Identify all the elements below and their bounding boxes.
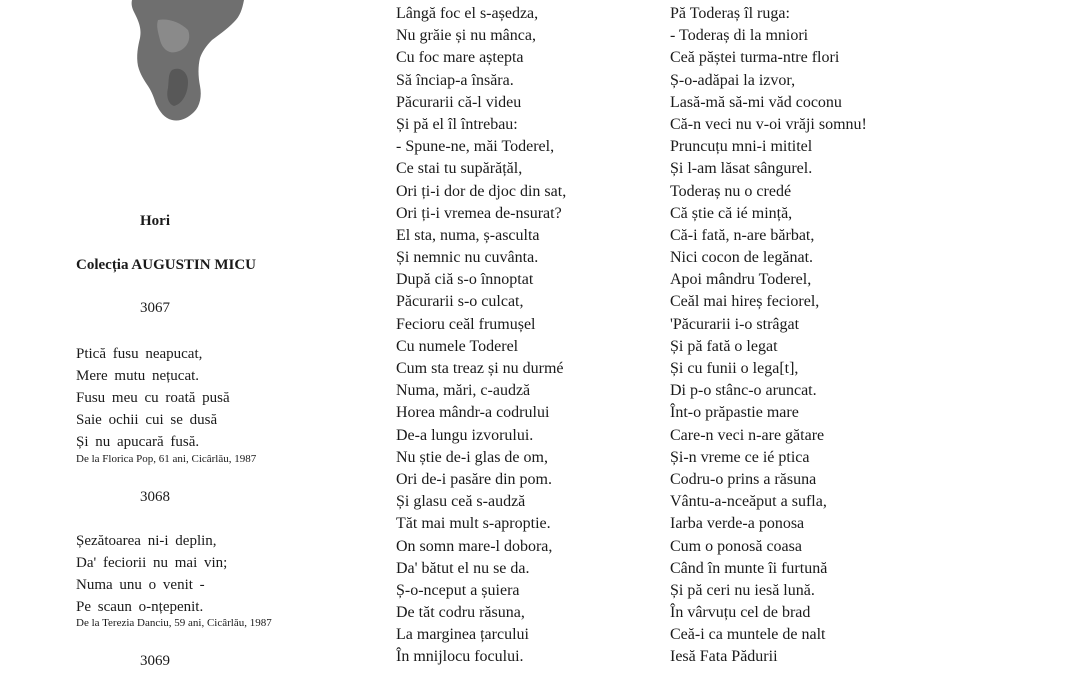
poem-line: Ce stai tu supărățăl, <box>396 160 523 178</box>
poem-line: De-a lungu izvorului. <box>396 426 534 444</box>
poem-line: Iesă Fata Pădurii <box>670 648 778 666</box>
poem-line: Pă Toderaș îl ruga: <box>670 5 790 22</box>
section-title: Hori <box>140 213 170 229</box>
poem-line: Apoi mândru Toderel, <box>670 271 812 289</box>
poem-line: Și l-am lăsat sângurel. <box>670 160 813 178</box>
poem-line: Da' bătut el nu se da. <box>396 559 530 577</box>
collection-title: Colecția AUGUSTIN MICU <box>76 257 256 273</box>
poem-line: Ș-o-nceput a șuiera <box>396 581 520 599</box>
poem-line: Ori de-i pasăre din pom. <box>396 470 552 488</box>
poem-line: În mnijlocu focului. <box>396 648 524 666</box>
poem-line: Ceă-i ca muntele de nalt <box>670 626 826 644</box>
poem-line: Păcurarii că-l videu <box>396 93 522 111</box>
poem-line: Iarba verde-a ponosa <box>670 515 805 533</box>
poem-line: Ptică fusu neapucat, <box>76 346 203 362</box>
poem-line: Tăt mai mult s-aproptie. <box>396 515 551 533</box>
poem-line: Ori ți-i vremea de-nsurat? <box>396 204 562 222</box>
poem-line: Că știe că ié mință, <box>670 204 793 222</box>
right-poem-column <box>670 3 867 669</box>
poem-line: Da' feciorii nu mai vin; <box>76 555 228 571</box>
poem-number-3068: 3068 <box>140 489 170 505</box>
poem-line: Că-n veci nu v-oi vrăji somnu! <box>670 115 867 133</box>
poem-source-3068: De la Terezia Danciu, 59 ani, Cicârlău, 1987 <box>76 617 272 629</box>
poem-line: Cu foc mare aștepta <box>396 49 524 67</box>
poem-line: După ciă s-o înnoptat <box>396 271 534 289</box>
poem-line: De tăt codru răsuna, <box>396 604 525 622</box>
poem-line: Nu grăie și nu mânca, <box>396 27 536 45</box>
poem-source-3067: De la Florica Pop, 61 ani, Cicârlău, 1987 <box>76 453 257 465</box>
poem-line: Când în munte îi furtună <box>670 559 828 577</box>
poem-line: Cum o ponosă coasa <box>670 537 802 555</box>
poem-line: Di p-o stânc-o aruncat. <box>670 382 817 400</box>
poem-number-3067: 3067 <box>140 300 170 316</box>
poem-line: Care-n veci n-are gătare <box>670 426 825 444</box>
poem-line: Ori ți-i dor de djoc din sat, <box>396 182 567 200</box>
poem-line: Să înciap-a însăra. <box>396 71 514 89</box>
ink-blot-illustration <box>128 0 248 125</box>
poem-line: El sta, numa, ș-asculta <box>396 226 540 244</box>
middle-poem-column <box>396 3 566 669</box>
poem-line: Nici cocon de legănat. <box>670 249 814 267</box>
poem-line: La marginea țarcului <box>396 626 529 644</box>
poem-line: Mere mutu nețucat. <box>76 368 200 384</box>
poem-line: Și nemnic nu cuvânta. <box>396 249 539 267</box>
poem-line: Și pă el îl întrebau: <box>396 115 518 133</box>
poem-line: Și-n vreme ce ié ptica <box>670 448 810 466</box>
poem-number-3069: 3069 <box>140 653 170 669</box>
poem-line: Fusu meu cu roată pusă <box>76 390 230 406</box>
poem-line: On somn mare-l dobora, <box>396 537 553 555</box>
poem-line: Ș-o-adăpai la izvor, <box>670 71 796 89</box>
poem-line: Ceăl mai hireș feciorel, <box>670 293 820 311</box>
poem-line: Pe scaun o-nțepenit. <box>76 599 204 615</box>
poem-line: Că-i fată, n-are bărbat, <box>670 226 815 244</box>
poem-line: Numa unu o venit - <box>76 577 205 593</box>
poem-line: Cum sta treaz și nu durmé <box>396 360 564 377</box>
poem-line: Lângă foc el s-aședza, <box>396 5 539 22</box>
poem-line: Toderaș nu o credé <box>670 182 792 200</box>
poem-line: Înt-o prăpastie mare <box>670 404 799 422</box>
poem-line: 'Păcurarii i-o strâgat <box>670 315 800 333</box>
poem-line: Și pă ceri nu iesă lună. <box>670 581 815 599</box>
poem-3067 <box>76 343 230 453</box>
poem-line: Păcurarii s-o culcat, <box>396 293 524 311</box>
poem-line: Ceă păștei turma-ntre flori <box>670 49 840 67</box>
poem-line: Nu știe de-i glas de om, <box>396 448 548 466</box>
poem-line: Saie ochii cui se dusă <box>76 412 218 428</box>
poem-line: Lasă-mă să-mi văd coconu <box>670 93 842 111</box>
poem-line: Și glasu ceă s-audză <box>396 493 526 511</box>
poem-line: Codru-o prins a răsuna <box>670 470 817 488</box>
poem-line: În vârvuțu cel de brad <box>670 604 811 622</box>
poem-line: Numa, mări, c-audză <box>396 382 531 400</box>
poem-line: Horea mândr-a codrului <box>396 404 550 422</box>
poem-line: Pruncuțu mni-i mititel <box>670 138 813 156</box>
poem-line: - Spune-ne, măi Toderel, <box>396 138 555 156</box>
poem-line: - Toderaș di la mniori <box>670 27 809 45</box>
poem-line: Vântu-a-nceăput a sufla, <box>670 493 827 511</box>
poem-line: Și pă fată o legat <box>670 337 778 355</box>
poem-line: Și nu apucară fusă. <box>76 434 200 450</box>
poem-line: Și cu funii o lega[t], <box>670 360 799 377</box>
poem-line: Fecioru ceăl frumușel <box>396 315 536 333</box>
poem-line: Șezătoarea ni-i deplin, <box>76 533 217 549</box>
poem-3068 <box>76 530 227 618</box>
poem-line: Cu numele Toderel <box>396 337 519 355</box>
